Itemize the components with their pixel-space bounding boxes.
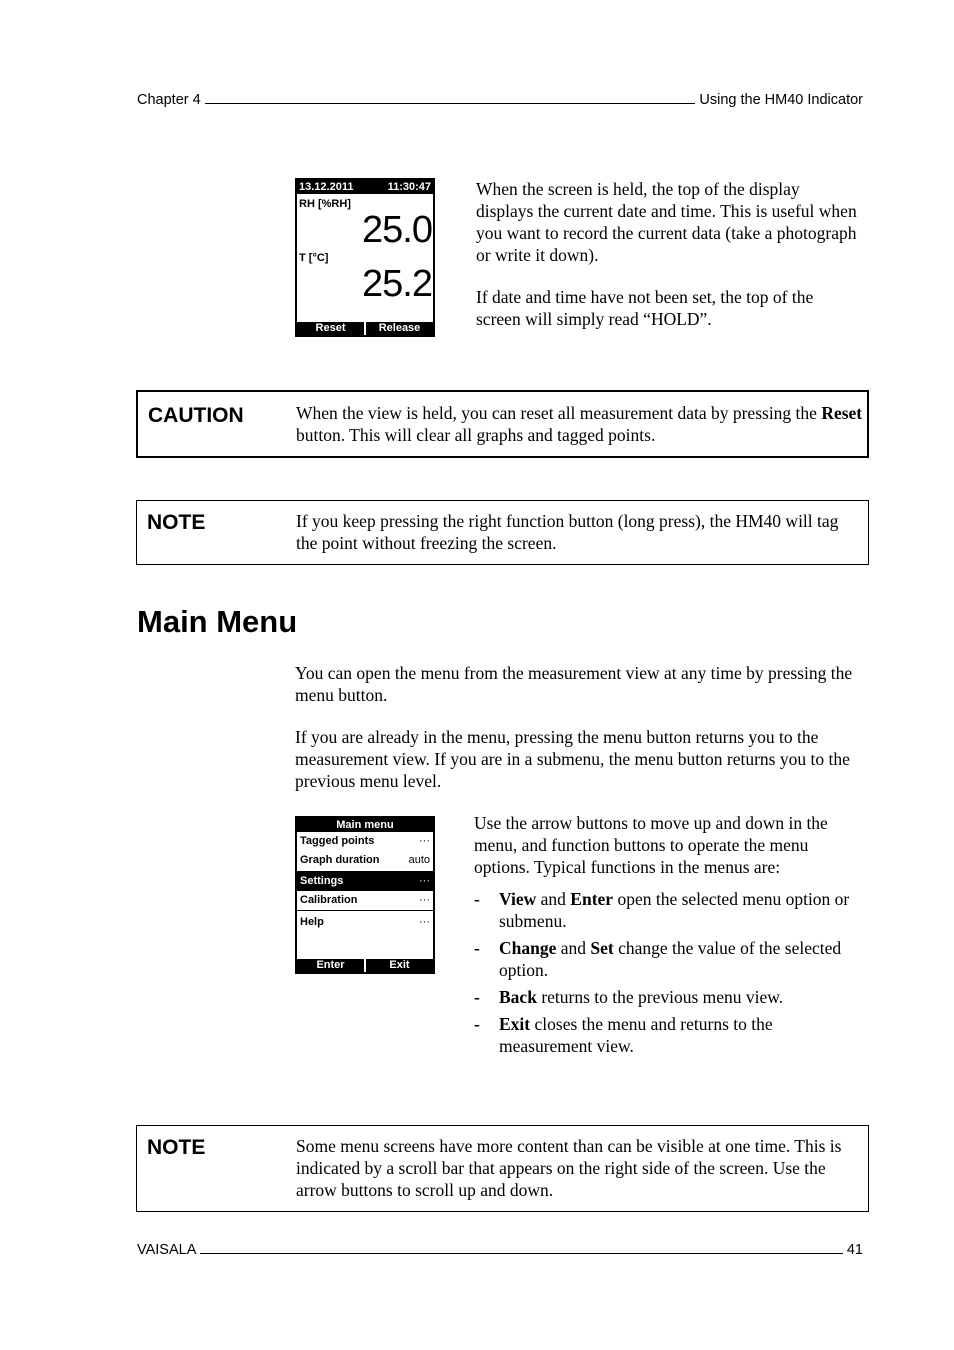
held-paragraph-1: When the screen is held, the top of the display displays the current date and time. This is useful when you want to record the current data (take a photograph or write it down).: [476, 179, 857, 265]
menu-divider: [297, 910, 433, 911]
menu-paragraph-1: You can open the menu from the measurement view at any time by pressing the menu button.: [295, 663, 853, 705]
footer-rule: [200, 1241, 842, 1254]
page-header: [137, 91, 863, 108]
held-paragraph-2: If date and time have not been set, the top of the screen will simply read “HOLD”.: [476, 287, 814, 329]
main-menu-heading: Main Menu: [137, 604, 298, 639]
navigation-intro: Use the arrow buttons to move up and down in the menu, and function buttons to operate the menu options. Typical functions in the menus are:: [474, 813, 828, 877]
function-button-bar: [297, 322, 433, 335]
main-menu-intro: [295, 662, 863, 812]
enter-button: Enter: [297, 959, 364, 972]
note-box-scroll: [136, 1125, 869, 1212]
held-display-screenshot: [295, 178, 435, 337]
note-text: Some menu screens have more content than can be visible at one time. This is indicated by a scroll bar that appears on the right side of the screen. Use the arrow buttons to scroll up and down.: [296, 1136, 842, 1200]
list-item: - Exit closes the menu and returns to the measurement view.: [474, 1014, 773, 1056]
menu-item-graph-duration: Graph duration auto: [297, 851, 433, 870]
reset-term: Reset: [821, 403, 863, 423]
note-text: If you keep pressing the right function button (long press), the HM40 will tag the point without freezing the screen.: [296, 511, 839, 553]
list-item: - Back returns to the previous menu view.: [474, 987, 784, 1007]
company-name: VAISALA: [137, 1242, 197, 1258]
display-date: 13.12.2011: [299, 181, 354, 193]
function-list: [474, 888, 863, 1057]
chapter-label: Chapter 4: [137, 92, 201, 108]
caution-label: CAUTION: [148, 404, 244, 427]
caution-box: [136, 390, 869, 458]
note-label: NOTE: [147, 511, 206, 534]
more-icon: ···: [419, 875, 430, 887]
menu-paragraph-2: If you are already in the menu, pressing the menu button returns you to the measurement view. If you are in a submenu, the menu button returns you to the previous menu level.: [295, 727, 850, 791]
menu-item-calibration: Calibration ···: [297, 891, 433, 910]
page-number: 41: [846, 1242, 863, 1258]
more-icon: ···: [419, 894, 430, 906]
rh-value: 25.0: [362, 209, 432, 251]
display-time: 11:30:47: [387, 181, 431, 193]
note-label: NOTE: [147, 1136, 206, 1159]
list-item: - Change and Set change the value of the selected option.: [474, 938, 842, 980]
caution-text: When the view is held, you can reset all measurement data by pressing the Reset button. This will clear all graphs and tagged points.: [296, 403, 863, 445]
more-icon: ···: [419, 835, 430, 847]
more-icon: ···: [419, 916, 430, 928]
release-button: Release: [366, 322, 433, 335]
page-footer: [137, 1241, 863, 1258]
menu-navigation-text: [474, 812, 863, 1062]
function-button-bar: [297, 959, 433, 972]
temperature-value: 25.2: [362, 263, 432, 305]
main-menu-screenshot: [295, 816, 435, 974]
held-description: [476, 178, 861, 350]
list-item: - View and Enter open the selected menu option or submenu.: [474, 889, 850, 931]
menu-title-bar: Main menu: [297, 818, 433, 832]
rh-label: RH [%RH]: [299, 198, 351, 210]
menu-item-settings: Settings ···: [297, 872, 433, 891]
menu-item-help: Help ···: [297, 913, 433, 932]
display-status-bar: [297, 180, 433, 194]
note-box-long-press: [136, 500, 869, 565]
menu-item-tagged-points: Tagged points ···: [297, 832, 433, 851]
reset-button: Reset: [297, 322, 364, 335]
graph-duration-value: auto: [408, 854, 430, 866]
section-title: Using the HM40 Indicator: [699, 92, 863, 108]
temperature-label: T [°C]: [299, 252, 329, 264]
exit-button: Exit: [366, 959, 433, 972]
header-rule: [205, 91, 696, 104]
